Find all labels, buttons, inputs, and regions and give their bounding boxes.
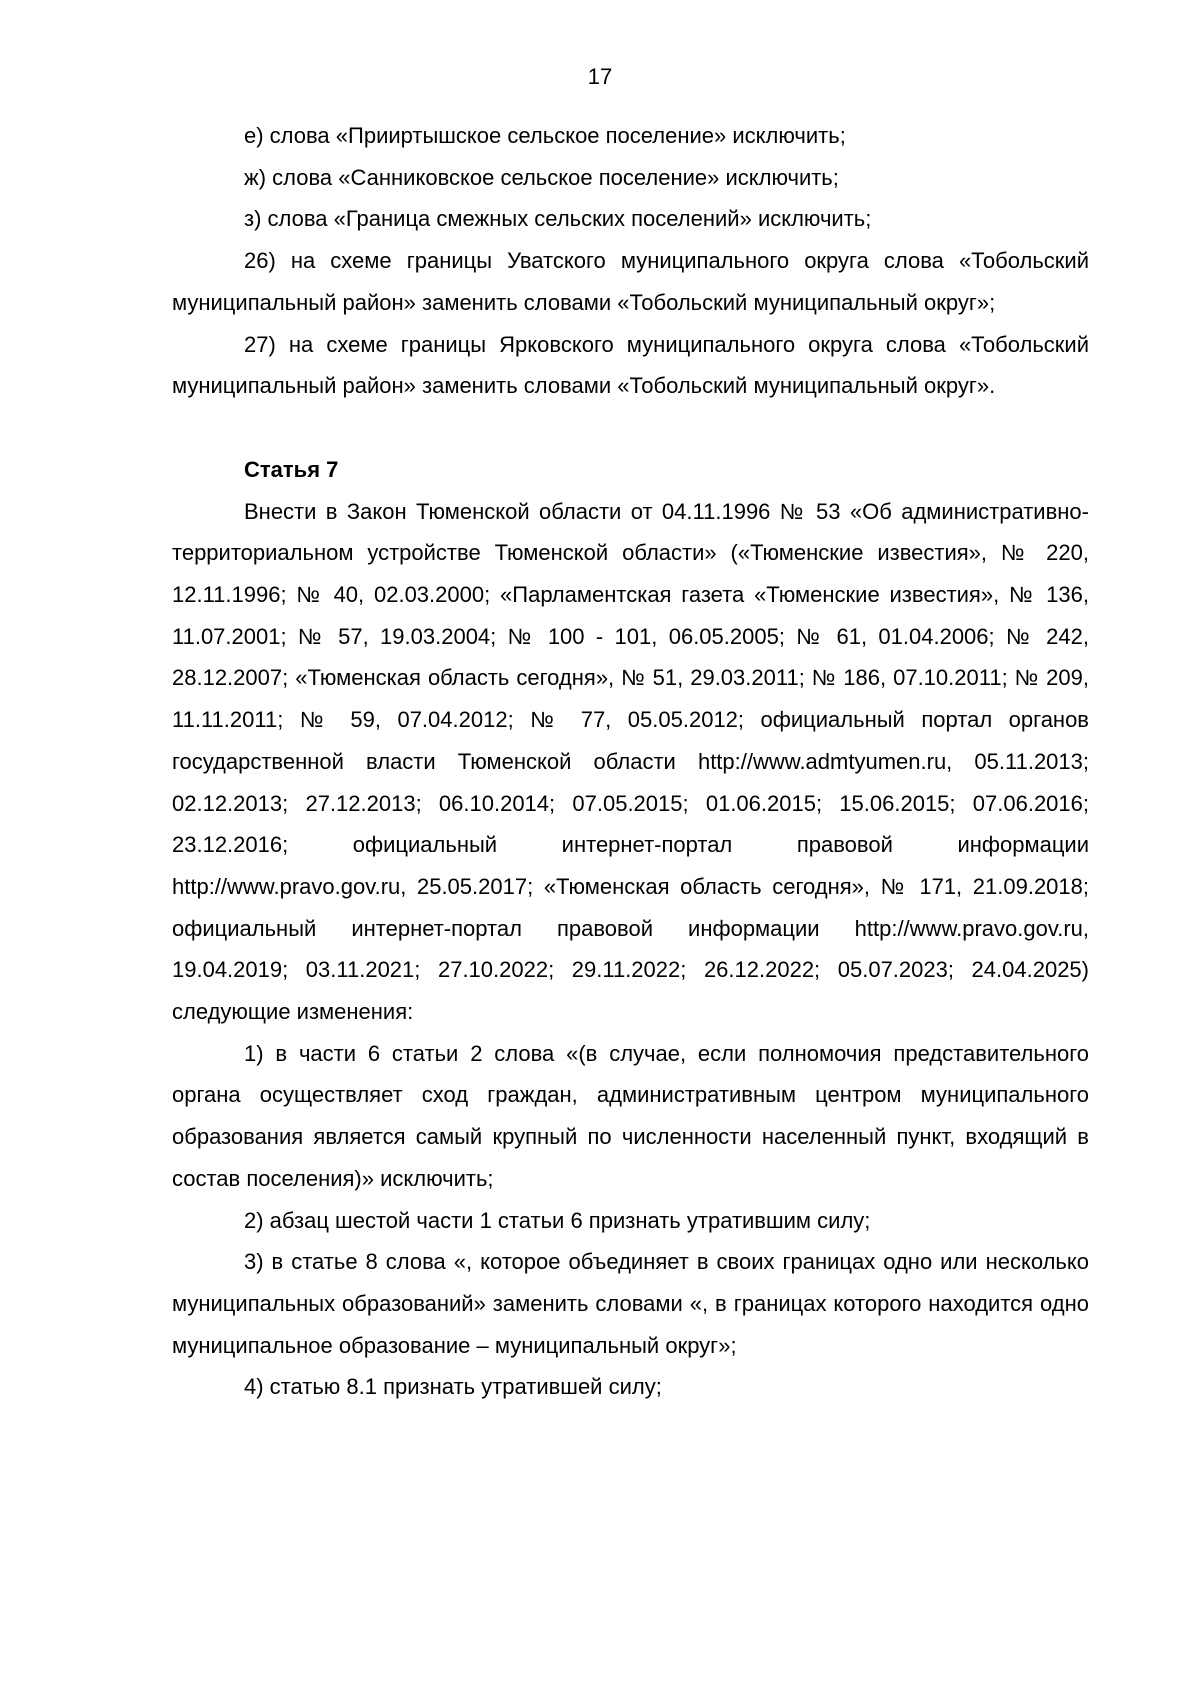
paragraph-e: е) слова «Прииртышское сельское поселение» исключить; <box>244 123 846 148</box>
document-body <box>172 115 1089 1408</box>
article-intro: Внести в Закон Тюменской области от 04.11.1996 № 53 «Об административно-территориальном устройстве Тюменской области» («Тюменские известия», № 220, 12.11.1996; № 40, 02.03.2000; «Парламентская газета «Тюменские известия», № 136, 11.07.2001; № 57, 19.03.2004; № 100 - 101, 06.05.2005; № 61, 01.04.2006; № 242, 28.12.2007; «Тюменская область сегодня», № 51, 29.03.2011; № 186, 07.10.2011; № 209, 11.11.2011; № 59, 07.04.2012; № 77, 05.05.2012; официальный портал органов государственной власти Тюменской области http://www.admtyumen.ru, 05.11.2013; 02.12.2013; 27.12.2013; 06.10.2014; 07.05.2015; 01.06.2015; 15.06.2015; 07.06.2016; 23.12.2016; официальный интернет-портал правовой информации http://www.pravo.gov.ru, 25.05.2017; «Тюменская область сегодня», № 171, 21.09.2018; официальный интернет-портал правовой информации http://www.pravo.gov.ru, 19.04.2019; 03.11.2021; 27.10.2022; 29.11.2022; 26.12.2022; 05.07.2023; 24.04.2025) следующие изменения: <box>172 498 1089 1025</box>
amendment-item-1: 1) в части 6 статьи 2 слова «(в случае, если полномочия представительного органа осуществляет сход граждан, административным центром муниципального образования является самый крупный по численности населенный пункт, входящий в состав поселения)» исключить; <box>172 1040 1089 1191</box>
paragraph-z: з) слова «Граница смежных сельских поселений» исключить; <box>244 206 872 232</box>
article-heading: Статья 7 <box>244 456 339 482</box>
paragraph-zh: ж) слова «Санниковское сельское поселение» исключить; <box>244 164 839 190</box>
amendment-item-3: 3) в статье 8 слова «, которое объединяет в своих границах одно или несколько муниципальных образований» заменить словами «, в границах которого находится одно муниципальное образование – муниципальный округ»; <box>172 1249 1089 1358</box>
paragraph-26: 26) на схеме границы Уватского муниципального округа слова «Тобольский муниципальный район» заменить словами «Тобольский муниципальный округ»; <box>172 248 1089 315</box>
paragraph-27: 27) на схеме границы Ярковского муниципального округа слова «Тобольский муниципальный район» заменить словами «Тобольский муниципальный округ». <box>172 331 1089 399</box>
page-number: 17 <box>587 64 613 89</box>
amendment-item-2: 2) абзац шестой части 1 статьи 6 признать утратившим силу; <box>244 1207 871 1233</box>
amendment-item-4: 4) статью 8.1 признать утратившей силу; <box>244 1374 662 1400</box>
